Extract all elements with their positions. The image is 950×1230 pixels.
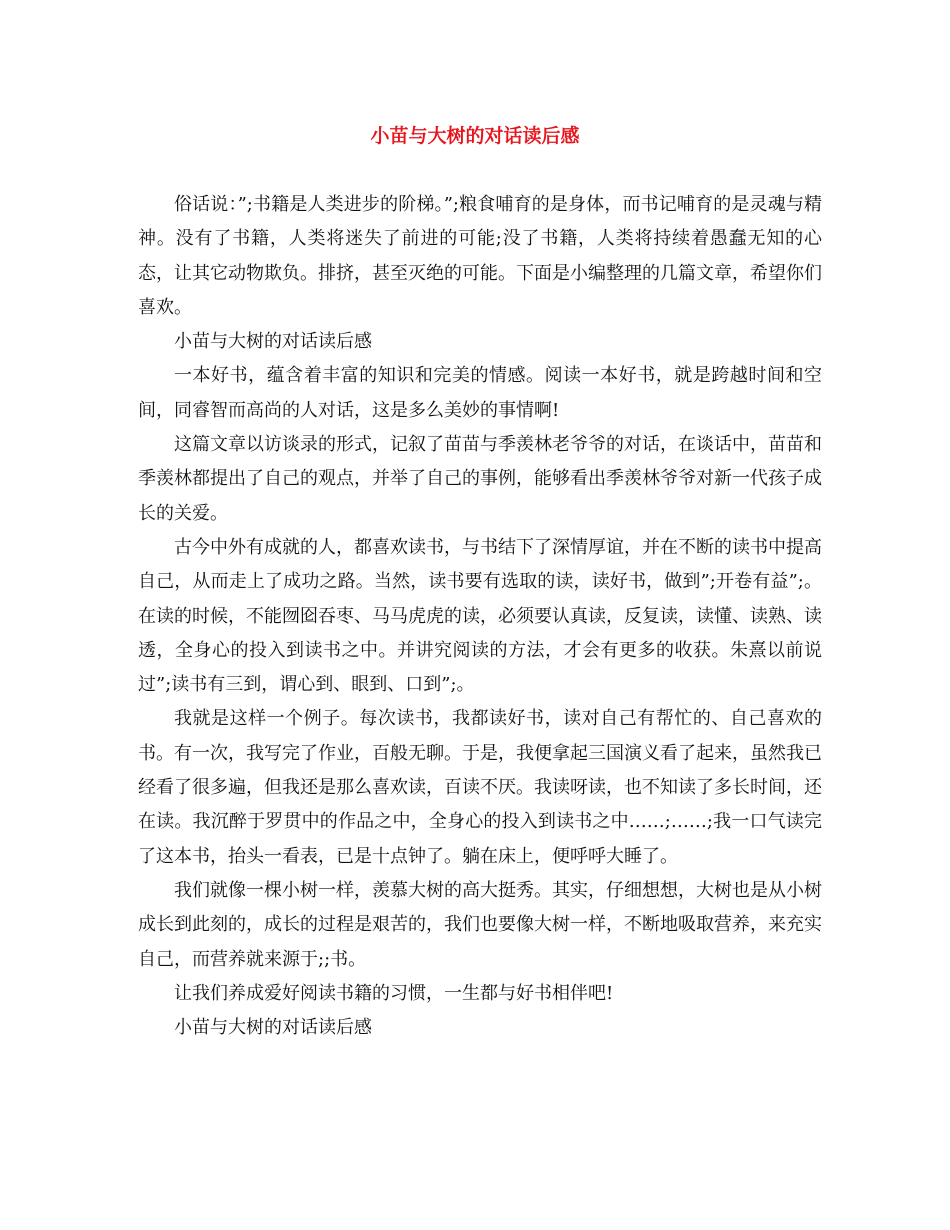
paragraph: 我就是这样一个例子。每次读书，我都读好书，读对自己有帮忙的、自己喜欢的书。有一次，我写完了作业，百般无聊。于是，我便拿起三国演义看了起来，虽然我已经看了很多遍，但我还是那么喜欢读，百读不厌。我读呀读，也不知读了多长时间，还在读。我沉醉于罗贯中的作品之中，全身心的投入到读书之中……;……;我一口气读完了这本书，抬头一看表，已是十点钟了。躺在床上，便呼呼大睡了。: [138, 708, 822, 867]
paragraph: 让我们养成爱好阅读书籍的习惯，一生都与好书相伴吧!: [174, 982, 614, 1004]
paragraph: 这篇文章以访谈录的形式，记叙了苗苗与季羡林老爷爷的对话，在谈话中，苗苗和季羡林都提出了自己的观点，并举了自己的事例，能够看出季羡林爷爷对新一代孩子成长的关爱。: [138, 434, 822, 524]
paragraph-intro: 俗话说：”;书籍是人类进步的阶梯。”;粮食哺育的是身体，而书记哺育的是灵魂与精神。没有了书籍，人类将迷失了前进的可能;没了书籍，人类将持续着愚蠢无知的心态，让其它动物欺负。排挤，甚至灭绝的可能。下面是小编整理的几篇文章，希望你们喜欢。: [138, 194, 822, 318]
paragraph: 古今中外有成就的人，都喜欢读书，与书结下了深情厚谊，并在不断的读书中提高自己，从而走上了成功之路。当然，读书要有选取的读，读好书，做到”;开卷有益”;。在读的时候，不能囫囵吞枣、马马虎虎的读，必须要认真读，反复读，读懂、读熟、读透，全身心的投入到读书之中。并讲究阅读的方法，才会有更多的收获。朱熹以前说过”;读书有三到，谓心到、眼到、口到”;。: [138, 536, 822, 696]
paragraph: 我们就像一棵小树一样，羡慕大树的高大挺秀。其实，仔细想想，大树也是从小树成长到此刻的，成长的过程是艰苦的，我们也要像大树一样，不断地吸取营养，来充实自己，而营养就来源于;;书。: [138, 879, 822, 970]
paragraph-subtitle: 小苗与大树的对话读后感: [174, 331, 372, 353]
document-title: 小苗与大树的对话读后感: [370, 125, 580, 147]
paragraph-subtitle: 小苗与大树的对话读后感: [174, 1017, 372, 1039]
paragraph: 一本好书，蕴含着丰富的知识和完美的情感。阅读一本好书，就是跨越时间和空间，同睿智而高尚的人对话，这是多么美妙的事情啊!: [138, 365, 822, 421]
document-body: [138, 188, 822, 1045]
